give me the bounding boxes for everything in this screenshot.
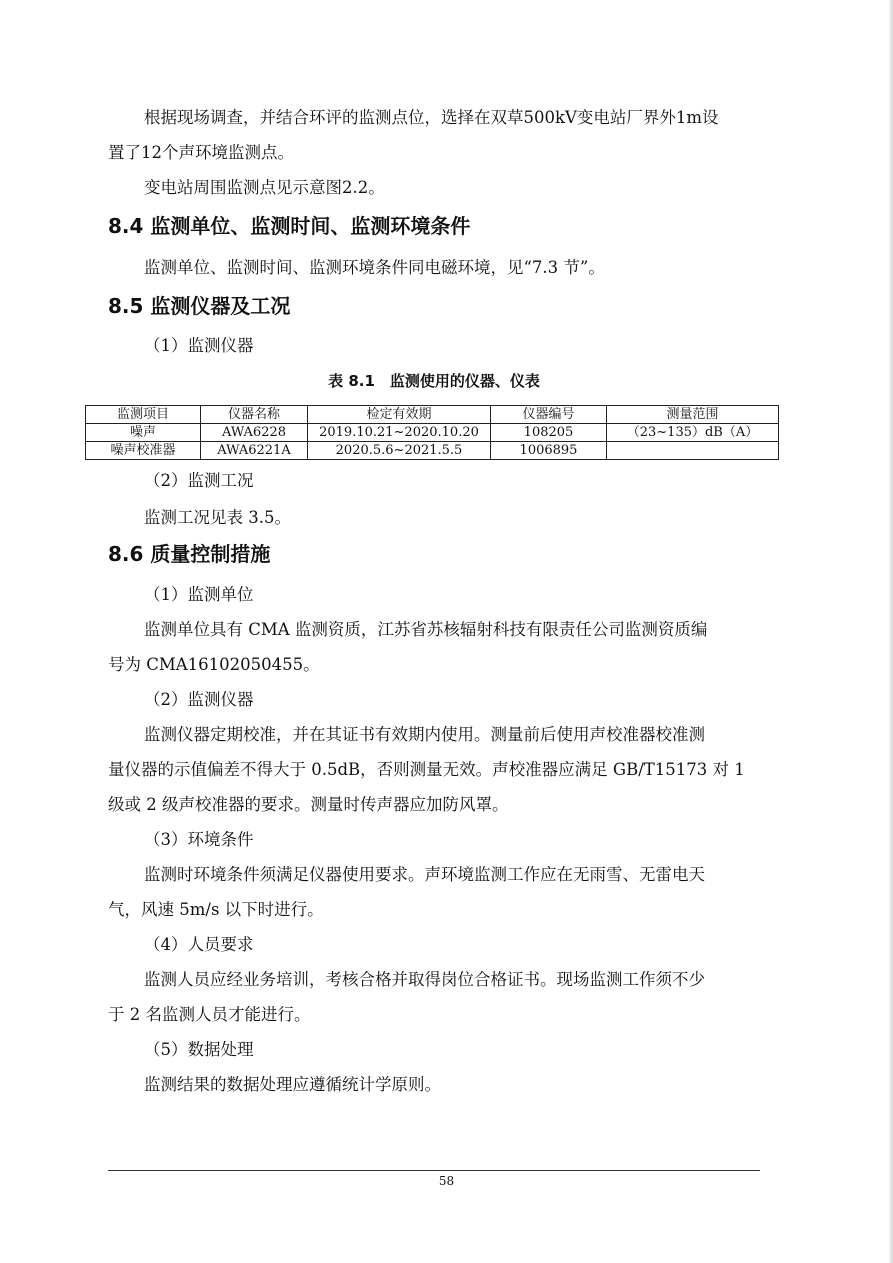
table-cell: 噪声: [86, 424, 201, 442]
table-cell: AWA6221A: [201, 442, 308, 460]
paragraph-line: 监测时环境条件须满足仪器使用要求。声环境监测工作应在无雨雪、无雷电天: [144, 865, 705, 884]
table-header-cell: 检定有效期: [308, 406, 491, 424]
section-heading-8-6: 8.6 质量控制措施: [108, 542, 271, 566]
list-label: （2）监测仪器: [144, 690, 254, 709]
table-row: [86, 442, 779, 460]
section-heading-8-5: 8.5 监测仪器及工况: [108, 294, 291, 318]
list-label: （3）环境条件: [144, 830, 254, 849]
list-label: （1）监测单位: [144, 585, 254, 604]
table-caption: 表 8.1 监测使用的仪器、仪表: [328, 372, 540, 390]
table-header-cell: 测量范围: [607, 406, 779, 424]
paragraph-line: 级或 2 级声校准器的要求。测量时传声器应加防风罩。: [108, 795, 509, 814]
table-header-cell: 监测项目: [86, 406, 201, 424]
table-cell: AWA6228: [201, 424, 308, 442]
list-label: （5）数据处理: [144, 1040, 254, 1059]
table-header-row: [86, 406, 779, 424]
table-cell: [607, 442, 779, 460]
table-row: [86, 424, 779, 442]
paragraph-line: 变电站周围监测点见示意图2.2。: [144, 178, 385, 197]
paragraph-line: 监测单位具有 CMA 监测资质，江苏省苏核辐射科技有限责任公司监测资质编: [144, 620, 708, 639]
table-cell: 2020.5.6~2021.5.5: [308, 442, 491, 460]
paragraph-line: 气，风速 5m/s 以下时进行。: [108, 900, 324, 919]
paragraph-line: 监测结果的数据处理应遵循统计学原则。: [144, 1075, 441, 1094]
list-label: （4）人员要求: [144, 935, 254, 954]
paragraph-line: 根据现场调查，并结合环评的监测点位，选择在双草500kV变电站厂界外1m设: [144, 108, 719, 127]
table-header-cell: 仪器编号: [491, 406, 607, 424]
table-cell: 噪声校准器: [86, 442, 201, 460]
list-label: （1）监测仪器: [144, 336, 254, 355]
paragraph-line: 号为 CMA16102050455。: [108, 655, 320, 674]
paragraph-line: 于 2 名监测人员才能进行。: [108, 1005, 311, 1024]
paragraph-line: 监测工况见表 3.5。: [144, 508, 291, 527]
paragraph-line: 监测单位、监测时间、监测环境条件同电磁环境，见“7.3 节”。: [144, 258, 605, 277]
table-cell: 1006895: [491, 442, 607, 460]
list-label: （2）监测工况: [144, 471, 254, 490]
table-header-cell: 仪器名称: [201, 406, 308, 424]
footer-rule: [108, 1170, 760, 1171]
paragraph-line: 置了12个声环境监测点。: [108, 143, 294, 162]
paragraph-line: 监测仪器定期校准，并在其证书有效期内使用。测量前后使用声校准器校准测: [144, 725, 705, 744]
table-cell: 2019.10.21~2020.10.20: [308, 424, 491, 442]
paragraph-line: 量仪器的示值偏差不得大于 0.5dB，否则测量无效。声校准器应满足 GB/T15173 对 1: [108, 760, 745, 779]
instrument-table: [85, 405, 779, 460]
paragraph-line: 监测人员应经业务培训，考核合格并取得岗位合格证书。现场监测工作须不少: [144, 970, 705, 989]
page-edge: [889, 0, 893, 1263]
table-cell: 108205: [491, 424, 607, 442]
section-heading-8-4: 8.4 监测单位、监测时间、监测环境条件: [108, 214, 471, 238]
page-number: 58: [438, 1174, 455, 1188]
table-cell: （23~135）dB（A）: [607, 424, 779, 442]
